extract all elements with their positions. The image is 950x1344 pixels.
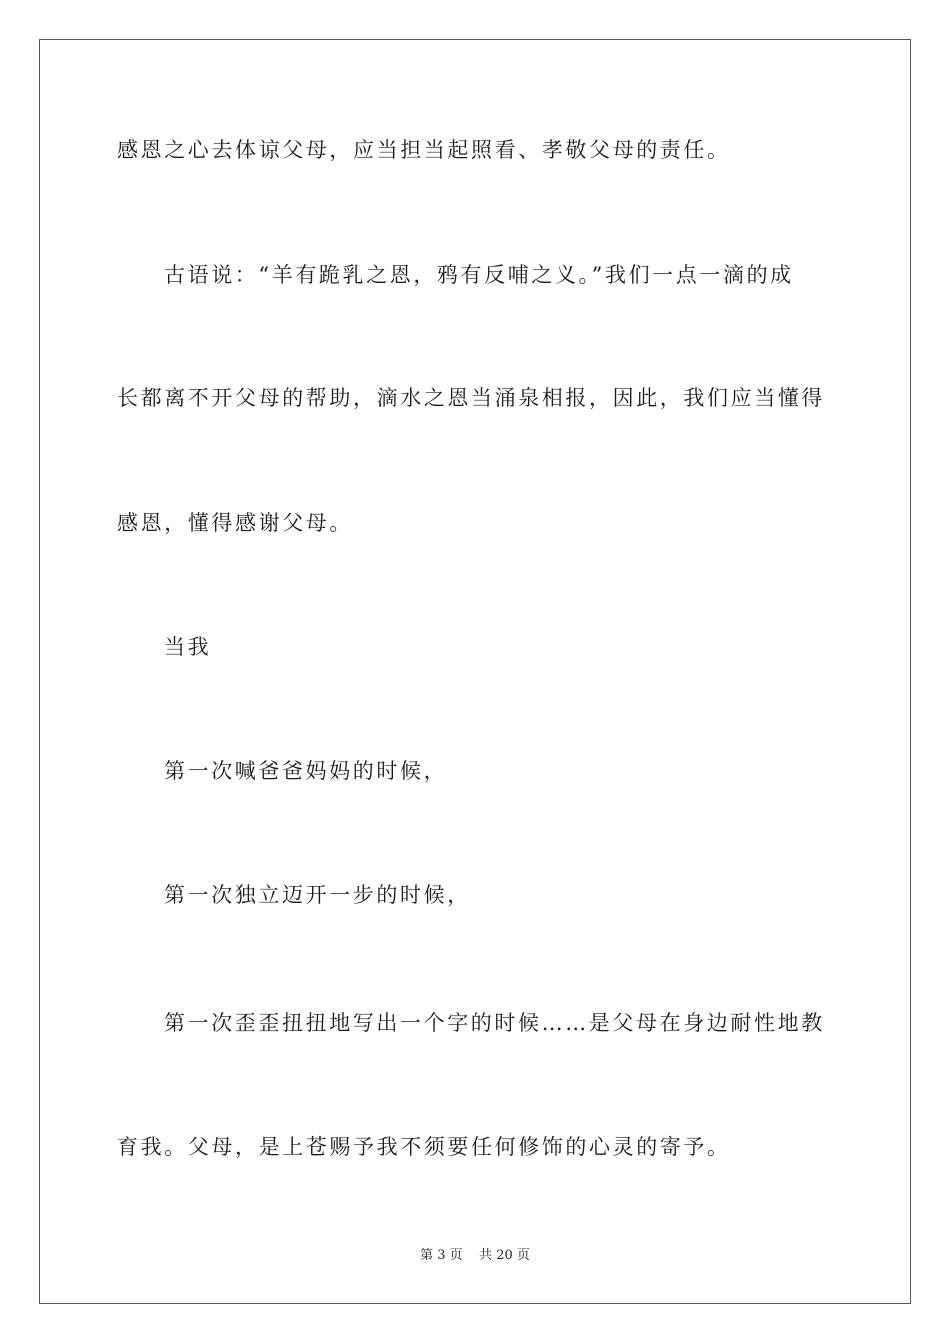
text-line-1: 感恩之心去体谅父母，应当担当起照看、孝敬父母的责任。 xyxy=(117,138,731,162)
text-line-3: 长都离不开父母的帮助，滴水之恩当涌泉相报，因此，我们应当懂得 xyxy=(117,386,825,410)
text-line-2: 古语说：“羊有跪乳之恩，鸦有反哺之义。”我们一点一滴的成 xyxy=(164,263,794,287)
text-line-5: 当我 xyxy=(164,635,212,659)
text-line-6: 第一次喊爸爸妈妈的时候， xyxy=(164,759,448,783)
page-border xyxy=(39,39,911,1304)
text-line-8: 第一次歪歪扭扭地写出一个字的时候……是父母在身边耐性地教 xyxy=(164,1011,825,1035)
text-line-9: 育我。父母，是上苍赐予我不须要任何修饰的心灵的寄予。 xyxy=(117,1135,731,1159)
text-line-4: 感恩，懂得感谢父母。 xyxy=(117,511,353,535)
text-line-7: 第一次独立迈开一步的时候， xyxy=(164,883,471,907)
page-number-footer: 第 3 页 共 20 页 xyxy=(420,1248,530,1263)
